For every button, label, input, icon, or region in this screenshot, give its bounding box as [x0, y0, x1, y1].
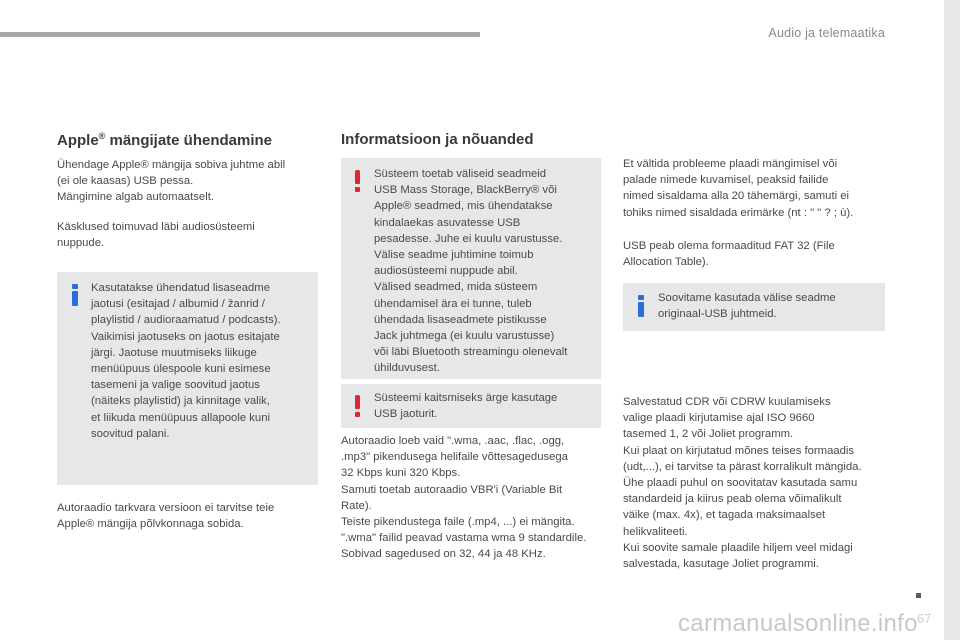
info-box-categories [57, 272, 318, 485]
warning-icon [353, 170, 362, 192]
page-end-marker [916, 593, 921, 598]
header-divider-bar [0, 32, 480, 37]
audio-formats-paragraph: Autoraadio loeb vaid ".wma, .aac, .flac, .ogg, .mp3" pikendusega helifaile võttesagedusega 32 Kbps kuni 320 Kbps. Samuti toetab autoraadio VBR'i (Variable Bit Rate). Teiste pikendustega faile (.mp4, ...) ei mängita. ".wma" failid peavad vastama wma 9 standardile. Sobivad sagedused on 32, 44 ja 48 KHz. [341, 435, 587, 561]
section-title: Audio ja telemaatika [768, 26, 885, 40]
info-box-original-cable [623, 283, 885, 331]
fat32-paragraph: USB peab olema formaaditud FAT 32 (File Allocation Table). [623, 240, 835, 269]
warning-box-usb-hub [341, 384, 601, 428]
apple-connection-heading [57, 131, 272, 149]
warning-box-usb-support [341, 158, 601, 379]
info-advice-heading: Informatsioon ja nõuanded [341, 131, 534, 148]
warning-box-usb-support-text: Süsteem toetab väliseid seadmeid USB Mass Storage, BlackBerry® või Apple® seadmed, mis ühendatakse kindalaekas asuvatesse USB pesadesse. Juhe ei kuulu varustusse. Välise seadme juhtimine toimub audiosüsteemi nuppude abil. Välised seadmed, mida süsteem ühendamisel ära ei tunne, tuleb ühendada lisaseadmete pistikusse Jack juhtmega (ei kuulu varustusse) või läbi Bluetooth streamingu olenevalt ühilduvusest. [374, 168, 568, 375]
registered-mark: ® [98, 131, 106, 141]
info-box-original-cable-text: Soovitame kasutada välise seadme originaal-USB juhtmeid. [658, 292, 836, 321]
info-icon [71, 284, 80, 306]
watermark: carmanualsonline.info [678, 610, 918, 637]
software-version-paragraph: Autoraadio tarkvara versioon ei tarvitse teie Apple® mängija põlvkonnaga sobida. [57, 502, 275, 531]
page-number: 67 [917, 611, 932, 626]
info-icon [637, 295, 646, 317]
apple-connect-paragraph: Ühendage Apple® mängija sobiva juhtme abil (ei ole kaasas) USB pessa. Mängimine algab automaatselt. [57, 159, 286, 204]
page-edge-strip [944, 0, 960, 640]
warning-box-usb-hub-text: Süsteemi kaitsmiseks ärge kasutage USB jaoturit. [374, 392, 558, 421]
warning-icon [353, 395, 362, 417]
heading-brand: Apple [57, 132, 99, 149]
controls-paragraph: Käsklused toimuvad läbi audiosüsteemi nuppude. [57, 221, 255, 250]
cd-recording-paragraph: Salvestatud CDR või CDRW kuulamiseks valige plaadi kirjutamise ajal ISO 9660 tasemed 1, 2 või Joliet programm. Kui plaat on kirjutatud mõnes teises formaadis (udt,...), ei tarvitse ta pärast korralikult mängida. Ühe plaadi puhul on soovitatav kasutada samu standardeid ja kiirus peab olema võimalikult väike (max. 4x), et tagada maksimaalset helikvaliteeti. Kui soovite samale plaadile hiljem veel midagi salvestada, kasutage Joliet programmi. [623, 396, 862, 571]
filename-advice-paragraph: Et vältida probleeme plaadi mängimisel või palade nimede kuvamisel, peaksid failide nimed sisaldama alla 20 tähemärgi, samuti ei tohiks nimed sisaldada erimärke (nt : " " ? ; ù). [623, 158, 854, 219]
heading-rest: mängijate ühendamine [105, 132, 273, 149]
info-box-categories-text: Kasutatakse ühendatud lisaseadme jaotusi (esitajad / albumid / žanrid / playlistid / audioraamatud / podcasts). Vaikimisi jaotuseks on jaotus esitajate järgi. Jaotuse muutmiseks liikuge menüüpuus ülespoole kuni esimese tasemeni ja valige soovitud jaotus (näiteks playlistid) ja kinnitage valik, et liikuda menüüpuus allapoole kuni soovitud palani. [91, 282, 281, 440]
